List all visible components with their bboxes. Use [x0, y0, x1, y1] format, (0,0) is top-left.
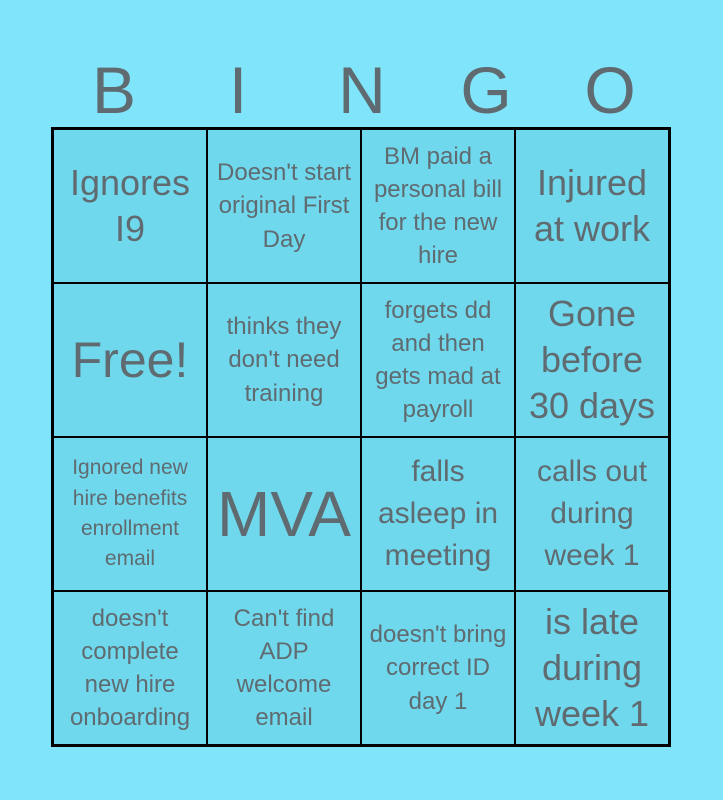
bingo-cell[interactable]: falls asleep in meeting — [361, 437, 515, 591]
bingo-cell[interactable]: Doesn't start original First Day — [207, 129, 361, 283]
bingo-cell[interactable]: doesn't bring correct ID day 1 — [361, 591, 515, 745]
bingo-cell[interactable]: Injured at work — [515, 129, 669, 283]
header-letter-g: G — [460, 53, 512, 127]
header-letter-b: B — [91, 53, 137, 127]
bingo-cell[interactable]: forgets dd and then gets mad at payroll — [361, 283, 515, 437]
bingo-cell[interactable]: Gone before 30 days — [515, 283, 669, 437]
bingo-header — [52, 52, 672, 128]
bingo-cell[interactable]: Ignores I9 — [53, 129, 207, 283]
header-letter-o: O — [584, 53, 636, 127]
bingo-cell[interactable]: calls out during week 1 — [515, 437, 669, 591]
bingo-cell[interactable]: BM paid a personal bill for the new hire — [361, 129, 515, 283]
bingo-cell-free[interactable]: Free! — [53, 283, 207, 437]
header-letter-n: N — [338, 53, 386, 127]
bingo-cell[interactable]: Ignored new hire benefits enrollment email — [53, 437, 207, 591]
bingo-cell[interactable]: doesn't complete new hire onboarding — [53, 591, 207, 745]
bingo-cell[interactable]: thinks they don't need training — [207, 283, 361, 437]
bingo-cell[interactable]: MVA — [207, 437, 361, 591]
bingo-cell[interactable]: is late during week 1 — [515, 591, 669, 745]
header-letter-i: I — [228, 53, 248, 127]
bingo-board — [51, 127, 671, 747]
bingo-cell[interactable]: Can't find ADP welcome email — [207, 591, 361, 745]
